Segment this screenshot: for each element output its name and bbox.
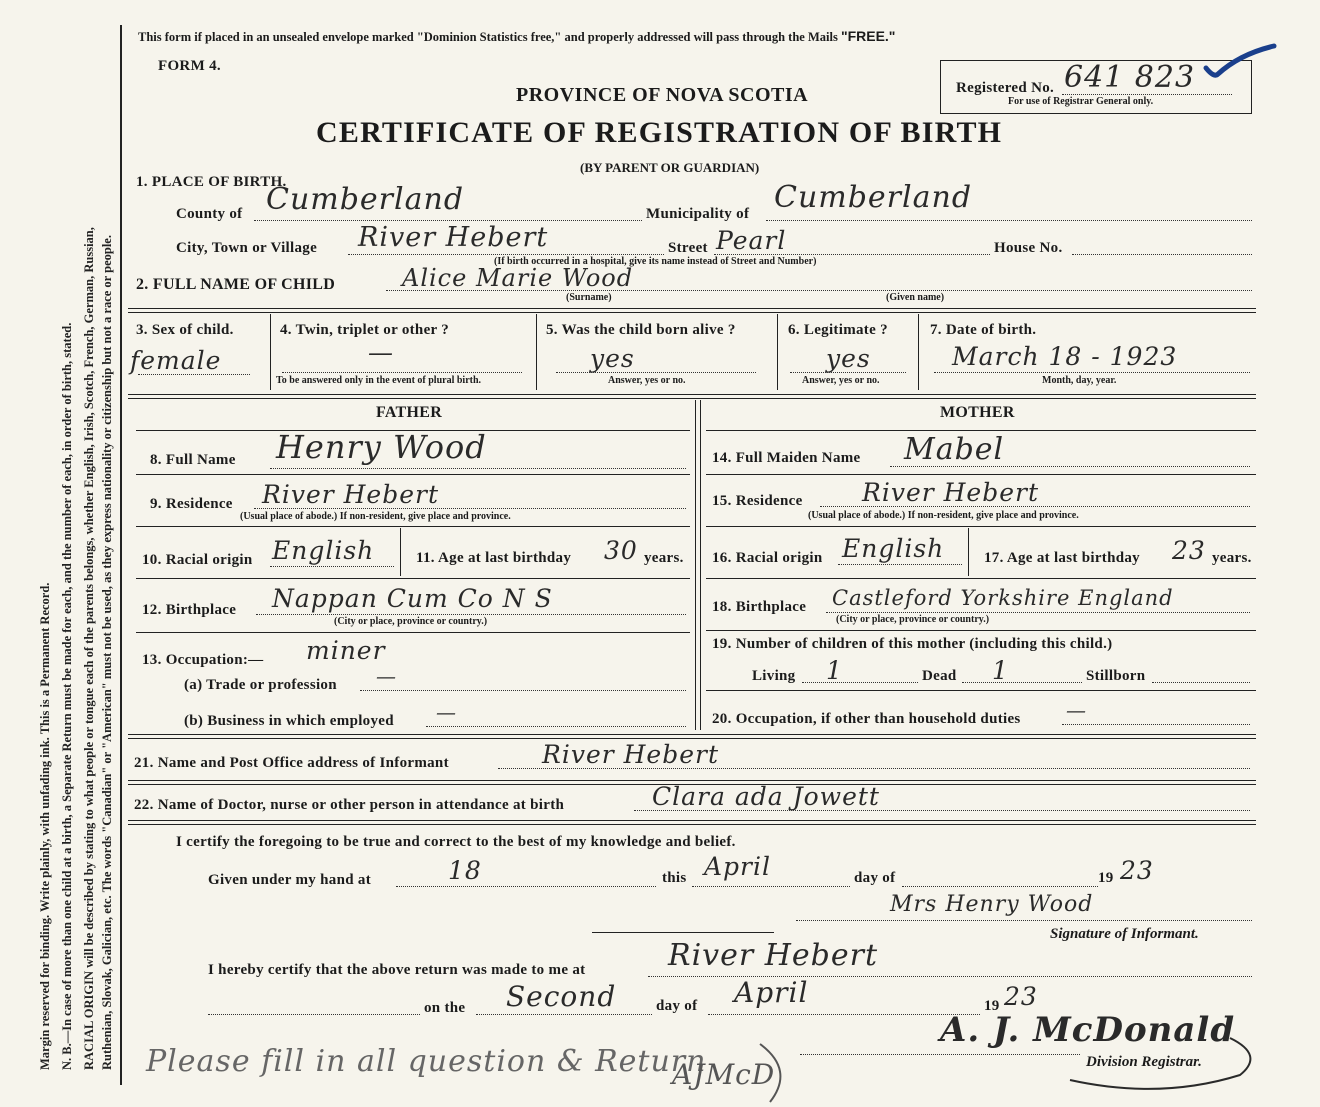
father-racial-value: English xyxy=(272,536,375,565)
mother-residence-note: (Usual place of abode.) If non-resident, give place and province. xyxy=(808,510,1079,521)
twin-note: To be answered only in the event of plural birth. xyxy=(276,375,482,386)
legitimate-value: yes xyxy=(826,344,871,373)
informant-label: 21. Name and Post Office address of Informant xyxy=(134,755,449,771)
page-title: CERTIFICATE OF REGISTRATION OF BIRTH xyxy=(316,116,1003,149)
mother-name-label: 14. Full Maiden Name xyxy=(712,450,861,466)
registered-label: Registered No. xyxy=(956,80,1055,96)
street-value: Pearl xyxy=(716,226,787,255)
father-years-label: years. xyxy=(644,550,684,566)
father-business-value: — xyxy=(436,700,457,724)
mother-birthplace-value: Castleford Yorkshire England xyxy=(832,586,1174,610)
dead-label: Dead xyxy=(922,668,957,684)
city-value: River Hebert xyxy=(358,222,549,253)
date-of-birth-note: Month, day, year. xyxy=(1042,375,1117,386)
registrar-note: For use of Registrar General only. xyxy=(1008,96,1154,107)
sex-value: female xyxy=(130,346,222,375)
place-of-birth-heading: 1. PLACE OF BIRTH. xyxy=(136,174,287,190)
father-age-label: 11. Age at last birthday xyxy=(416,550,572,566)
father-trade-value: — xyxy=(376,664,397,688)
mother-racial-label: 16. Racial origin xyxy=(712,550,823,566)
day-of2-value: April xyxy=(734,976,809,1009)
living-value: 1 xyxy=(826,656,843,685)
mother-name-value: Mabel xyxy=(904,432,1005,467)
margin-note-binding: Margin reserved for binding. Write plainly, with unfading ink. This is a Permanent Record. xyxy=(38,582,52,1070)
on-the-value: Second xyxy=(506,980,617,1013)
signature-flourish-icon xyxy=(1060,1020,1265,1100)
form-number: FORM 4. xyxy=(158,58,221,74)
page-subtitle: (BY PARENT OR GUARDIAN) xyxy=(580,160,760,175)
father-residence-note: (Usual place of abode.) If non-resident, give place and province. xyxy=(240,511,511,522)
twin-value: — xyxy=(368,338,394,367)
born-alive-note: Answer, yes or no. xyxy=(608,375,686,386)
on-the-label: on the xyxy=(424,1000,466,1016)
day-of2-label: day of xyxy=(656,998,698,1014)
margin-rule xyxy=(120,25,122,1085)
given-under-value: 18 xyxy=(448,856,482,885)
year2-value: 23 xyxy=(1004,982,1038,1011)
mother-children-label: 19. Number of children of this mother (including this child.) xyxy=(712,636,1113,652)
father-birthplace-note: (City or place, province or country.) xyxy=(334,616,488,627)
mail-notice: This form if placed in an unsealed envelope marked "Dominion Statistics free," and properly addressed will pass through the Mails "FREE." xyxy=(138,28,896,44)
legitimate-label: 6. Legitimate ? xyxy=(788,322,888,338)
municipality-value: Cumberland xyxy=(774,180,973,215)
father-name-value: Henry Wood xyxy=(276,428,487,466)
hospital-note: (If birth occurred in a hospital, give its name instead of Street and Number) xyxy=(494,256,817,267)
certify-statement: I certify the foregoing to be true and correct to the best of my knowledge and belief. xyxy=(176,834,736,850)
doctor-label: 22. Name of Doctor, nurse or other person in attendance at birth xyxy=(134,797,565,813)
checkmark-icon xyxy=(1200,40,1280,85)
father-birthplace-label: 12. Birthplace xyxy=(142,602,237,618)
date-of-birth-value: March 18 - 1923 xyxy=(952,342,1178,371)
stillborn-label: Stillborn xyxy=(1086,668,1146,684)
mother-birthplace-note: (City or place, province or country.) xyxy=(836,614,990,625)
twin-label: 4. Twin, triplet or other ? xyxy=(280,322,450,338)
county-value: Cumberland xyxy=(266,182,465,217)
given-under-label: Given under my hand at xyxy=(208,872,372,888)
legitimate-note: Answer, yes or no. xyxy=(802,375,880,386)
father-trade-label: (a) Trade or profession xyxy=(184,677,337,693)
child-name-label: 2. FULL NAME OF CHILD xyxy=(136,276,336,293)
father-birthplace-value: Nappan Cum Co N S xyxy=(272,584,553,613)
mother-racial-value: English xyxy=(842,534,945,563)
given-name-note: (Given name) xyxy=(886,292,945,303)
child-name-value: Alice Marie Wood xyxy=(402,264,634,292)
initials-bracket-icon xyxy=(740,1040,800,1107)
father-heading: FATHER xyxy=(376,404,443,421)
year2-prefix: 19 xyxy=(984,998,1000,1014)
informant-signature: Mrs Henry Wood xyxy=(890,892,1094,917)
born-alive-label: 5. Was the child born alive ? xyxy=(546,322,736,338)
mother-occupation-label: 20. Occupation, if other than household duties xyxy=(712,711,1021,727)
date-of-birth-label: 7. Date of birth. xyxy=(930,322,1037,338)
registered-value: 641 823 xyxy=(1064,60,1196,95)
father-occupation-label: 13. Occupation:— xyxy=(142,652,264,668)
informant-value: River Hebert xyxy=(542,740,720,769)
father-residence-value: River Hebert xyxy=(262,480,440,509)
margin-note-multiple-births: N. B.—In case of more than one child at a birth, a Separate Return must be made for each, and the number of each, in order of birth, stated. xyxy=(60,322,74,1070)
province-heading: PROVINCE OF NOVA SCOTIA xyxy=(516,84,809,106)
this-value: April xyxy=(704,852,771,881)
registrar-signature: A. J. McDonald xyxy=(940,1010,1236,1050)
return-value: River Hebert xyxy=(668,938,879,973)
year-value: 23 xyxy=(1120,856,1154,885)
father-business-label: (b) Business in which employed xyxy=(184,713,394,729)
mother-residence-label: 15. Residence xyxy=(712,493,803,509)
mother-occupation-value: — xyxy=(1066,698,1087,722)
doctor-value: Clara ada Jowett xyxy=(652,782,880,811)
surname-note: (Surname) xyxy=(566,292,612,303)
father-occupation-value: miner xyxy=(306,636,386,665)
this-label: this xyxy=(662,870,687,886)
return-label: I hereby certify that the above return was made to me at xyxy=(208,962,586,978)
municipality-label: Municipality of xyxy=(646,206,750,222)
county-label: County of xyxy=(176,206,243,222)
living-label: Living xyxy=(752,668,796,684)
margin-note-racial-origin-2: Ruthenian, Slovak, Galician, etc. The words "Canadian" or "American" must not be used, as they express nationality or citizenship but not a race or people. xyxy=(100,235,114,1070)
father-residence-label: 9. Residence xyxy=(150,496,233,512)
margin-note-racial-origin: RACIAL ORIGIN will be described by stating to what people or tongue each of the parents belongs, whether English, Irish, Scotch, French, German, Russian, xyxy=(82,227,96,1070)
mother-residence-value: River Hebert xyxy=(862,478,1040,507)
year-prefix: 19 xyxy=(1098,870,1114,886)
day-of-label: day of xyxy=(854,870,896,886)
mother-age-value: 23 xyxy=(1172,536,1206,565)
father-racial-label: 10. Racial origin xyxy=(142,552,253,568)
informant-signature-label: Signature of Informant. xyxy=(1050,926,1199,942)
footer-initials: AJMcD xyxy=(672,1058,776,1091)
dead-value: 1 xyxy=(992,656,1009,685)
father-name-label: 8. Full Name xyxy=(150,452,236,468)
registrar-label: Division Registrar. xyxy=(1086,1054,1202,1070)
street-label: Street xyxy=(668,240,708,256)
father-age-value: 30 xyxy=(604,536,638,565)
mother-age-label: 17. Age at last birthday xyxy=(984,550,1140,566)
sex-label: 3. Sex of child. xyxy=(136,322,234,338)
footer-note: Please fill in all question & Return xyxy=(146,1044,707,1079)
house-no-label: House No. xyxy=(994,240,1063,256)
born-alive-value: yes xyxy=(590,344,635,373)
mother-years-label: years. xyxy=(1212,550,1252,566)
city-label: City, Town or Village xyxy=(176,240,318,256)
mother-heading: MOTHER xyxy=(940,404,1015,421)
mother-birthplace-label: 18. Birthplace xyxy=(712,599,807,615)
